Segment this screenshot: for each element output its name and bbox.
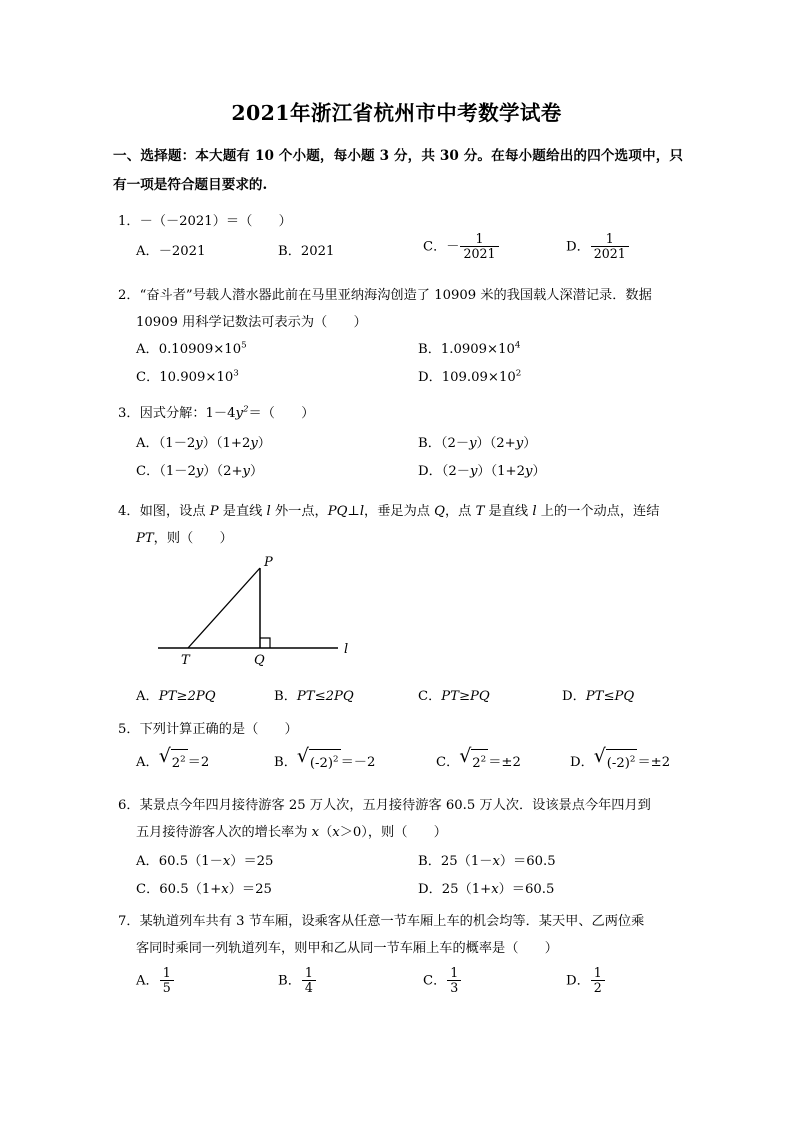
question-4-figure bbox=[150, 552, 380, 670]
question-5-option-c[interactable]: C． √ $2^2 =\pm 2$ bbox=[436, 748, 521, 777]
question-1-option-a[interactable]: A．－2021 bbox=[136, 244, 206, 259]
page-title: 2021年浙江省杭州市中考数学试卷 bbox=[231, 101, 562, 125]
question-1-option-c[interactable]: C．－ $\frac{1}{2021}$ bbox=[423, 232, 500, 260]
question-2-option-d[interactable]: D．$109.09\times 10^2$ bbox=[418, 368, 522, 385]
question-3-options-row1 bbox=[118, 430, 694, 456]
question-2-number: 2． bbox=[118, 288, 140, 303]
radical-sign: √ bbox=[459, 745, 472, 767]
question-6-number: 6． bbox=[118, 798, 140, 813]
question-1-option-d[interactable]: D． $\frac{1}{2021}$ bbox=[566, 232, 630, 260]
question-6-option-c[interactable]: C．60.5（1+x）＝25 bbox=[136, 882, 272, 897]
question-2-stem-text: “奋斗者”号载人潜水器此前在马里亚纳海沟创造了 10909 米的我国载人深潜记录．数据 bbox=[139, 288, 652, 303]
question-7-option-b[interactable]: B． $\frac{1}{4}$ bbox=[278, 966, 317, 994]
question-2-option-a[interactable]: A．$0.10909\times 10^5$ bbox=[136, 340, 247, 357]
question-4-number: 4． bbox=[118, 504, 140, 519]
fraction: $\frac{1}{5}$ bbox=[160, 966, 174, 994]
radical: √ $2^2$ bbox=[459, 748, 488, 777]
figure-label-l: l bbox=[344, 642, 349, 657]
question-2-option-c[interactable]: C．$10.909\times 10^3$ bbox=[136, 368, 239, 385]
radical: √ $(-2)^2$ bbox=[594, 748, 638, 777]
question-5-option-b[interactable]: B． √ $(-2)^2 =-2$ bbox=[274, 748, 375, 777]
radical: √ $(-2)^2$ bbox=[297, 748, 341, 777]
fraction: $\frac{1}{2021}$ bbox=[460, 232, 498, 260]
fraction: $\frac{1}{2021}$ bbox=[591, 232, 629, 260]
question-3-option-a[interactable]: A．（1－2y）（1+2y） bbox=[136, 436, 271, 451]
question-5-option-a[interactable]: A． √ $2^2 =2$ bbox=[136, 748, 209, 777]
question-6-stem: 6．某景点今年四月接待游客 25 万人次，五月接待游客 60.5 万人次．设该景点今年四月到 bbox=[118, 798, 651, 813]
radical-sign: √ bbox=[593, 745, 606, 767]
figure-label-p: P bbox=[264, 555, 273, 570]
question-3-options-row2 bbox=[118, 458, 694, 484]
right-angle-marker bbox=[260, 638, 270, 648]
figure-label-t: T bbox=[181, 653, 190, 668]
question-3-number: 3． bbox=[118, 406, 140, 421]
question-4-option-c[interactable]: C．PT≥PQ bbox=[418, 689, 490, 704]
fraction: $\frac{1}{4}$ bbox=[302, 966, 316, 994]
question-3-option-d[interactable]: D．（2－y）（1+2y） bbox=[418, 464, 546, 479]
question-2-stem bbox=[118, 282, 694, 309]
question-1-option-b[interactable]: B．2021 bbox=[278, 244, 335, 259]
fraction: $\frac{1}{3}$ bbox=[447, 966, 461, 994]
question-6-options-row1 bbox=[118, 848, 694, 874]
question-7-number: 7． bbox=[118, 914, 140, 929]
question-3-option-b[interactable]: B．（2－y）（2+y） bbox=[418, 436, 537, 451]
question-2-options-row1 bbox=[118, 336, 694, 362]
fraction: $\frac{1}{2}$ bbox=[591, 966, 605, 994]
radical-sign: √ bbox=[296, 745, 309, 767]
question-7-stem: 7．某轨道列车共有 3 节车厢，设乘客从任意一节车厢上车的机会均等．某天甲、乙两位乘 bbox=[118, 914, 645, 929]
radical: √ $2^2$ bbox=[159, 748, 188, 777]
question-1-options bbox=[118, 231, 694, 264]
question-4-options bbox=[118, 683, 694, 709]
question-2-option-b[interactable]: B．$1.0909\times 10^4$ bbox=[418, 340, 521, 357]
question-2-stem-cont: 10909 用科学记数法可表示为（ ） bbox=[136, 315, 367, 330]
question-3-stem: 3．因式分解：$1-4y^2=$（ ） bbox=[118, 404, 315, 421]
question-1-stem-text: －（－2021）＝（ ） bbox=[139, 214, 292, 229]
question-6-option-b[interactable]: B．25（1－x）＝60.5 bbox=[418, 854, 556, 869]
question-3-option-c[interactable]: C．（1－2y）（2+y） bbox=[136, 464, 264, 479]
question-5-number: 5． bbox=[118, 722, 140, 737]
question-4-option-a[interactable]: A．PT≥2PQ bbox=[136, 689, 216, 704]
question-5-option-d[interactable]: D． √ $(-2)^2 =\pm 2$ bbox=[570, 748, 670, 777]
question-7-stem-cont: 客同时乘同一列轨道列车，则甲和乙从同一节车厢上车的概率是（ ） bbox=[136, 941, 558, 956]
question-4-stem-cont: PT，则（ ） bbox=[136, 531, 233, 546]
question-7-option-d[interactable]: D． $\frac{1}{2}$ bbox=[566, 966, 606, 994]
section-header: 一、选择题：本大题有 10 个小题，每小题 3 分，共 30 分。在每小题给出的四个选项中，只有一项是符合题目要求的. bbox=[113, 148, 683, 193]
segment-tp-stroke bbox=[188, 568, 260, 648]
question-6-stem-cont: 五月接待游客人次的增长率为 x（x＞0），则（ ） bbox=[136, 825, 447, 840]
question-5-stem: 5．下列计算正确的是（ ） bbox=[118, 722, 298, 737]
question-7-option-c[interactable]: C． $\frac{1}{3}$ bbox=[423, 966, 462, 994]
question-1-number: 1． bbox=[118, 214, 140, 229]
question-2-options-row2 bbox=[118, 364, 694, 390]
question-4-stem: 4．如图，设点 P 是直线 l 外一点，PQ⊥l，垂足为点 Q，点 T 是直线 l 上的一个动点，连结 bbox=[118, 504, 660, 519]
question-6-option-a[interactable]: A．60.5（1－x）＝25 bbox=[136, 854, 274, 869]
question-7-option-a[interactable]: A． $\frac{1}{5}$ bbox=[136, 966, 175, 994]
question-6-options-row2 bbox=[118, 876, 694, 902]
question-4-option-d[interactable]: D．PT≤PQ bbox=[562, 689, 635, 704]
question-5-options bbox=[118, 745, 694, 774]
figure-label-q: Q bbox=[254, 653, 265, 668]
question-6-option-d[interactable]: D．25（1+x）＝60.5 bbox=[418, 882, 555, 897]
question-7-options bbox=[118, 965, 694, 995]
question-4-option-b[interactable]: B．PT≤2PQ bbox=[274, 689, 354, 704]
radical-sign: √ bbox=[158, 745, 171, 767]
